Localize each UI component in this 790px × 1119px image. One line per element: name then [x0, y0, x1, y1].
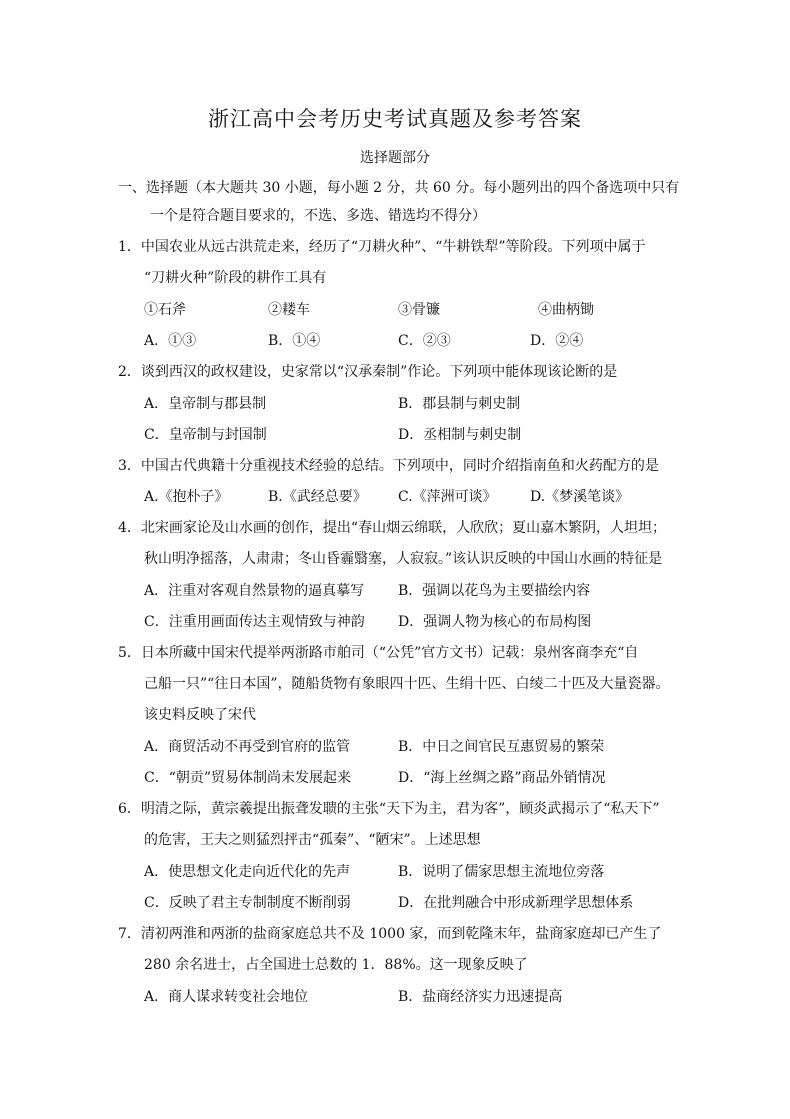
question-1-item-3: ③骨镰 — [398, 302, 440, 318]
question-6-option-c[interactable]: C．反映了君主专制制度不断削弱 — [144, 895, 351, 911]
question-3-option-a[interactable]: A.《抱朴子》 — [144, 489, 229, 505]
question-5-option-a[interactable]: A．商贸活动不再受到官府的监管 — [144, 739, 351, 755]
question-7-option-a[interactable]: A．商人谋求转变社会地位 — [144, 989, 309, 1005]
page-title: 浙江高中会考历史考试真题及参考答案 — [208, 107, 582, 131]
question-2-option-d[interactable]: D．丞相制与刺史制 — [398, 427, 522, 443]
question-7-option-b[interactable]: B．盐商经济实力迅速提高 — [398, 989, 563, 1005]
question-1-option-d[interactable]: D．②④ — [530, 333, 584, 349]
question-1-stem: 1．中国农业从远古洪荒走来，经历了“刀耕火种”、“牛耕铁犁”等阶段。下列项中属于 — [118, 239, 646, 255]
question-4-option-c[interactable]: C．注重用画面传达主观情致与神韵 — [144, 614, 365, 630]
question-4-option-a[interactable]: A．注重对客观自然景物的逼真摹写 — [144, 583, 365, 599]
question-6-stem-cont: 的危害，王夫之则猛烈抨击“孤秦”、“陋宋”。上述思想 — [144, 832, 481, 848]
question-1-option-c[interactable]: C．②③ — [398, 333, 451, 349]
question-3-option-b[interactable]: B.《武经总要》 — [268, 489, 367, 505]
question-5-option-c[interactable]: C．“朝贡”贸易体制尚未发展起来 — [144, 770, 352, 786]
question-7-stem-cont: 280 余名进士，占全国进士总数的 1．88%。这一现象反映了 — [144, 957, 528, 973]
question-5-option-b[interactable]: B．中日之间官民互惠贸易的繁荣 — [398, 739, 605, 755]
question-3-option-d[interactable]: D.《梦溪笔谈》 — [530, 489, 630, 505]
question-3-stem: 3．中国古代典籍十分重视技术经验的总结。下列项中，同时介绍指南鱼和火药配方的是 — [118, 458, 659, 474]
question-5-stem-cont-2: 该史料反映了宋代 — [144, 707, 256, 723]
section-heading-cont: 一个是符合题目要求的，不选、多选、错选均不得分） — [150, 208, 486, 224]
question-2-option-a[interactable]: A．皇帝制与郡县制 — [144, 396, 267, 412]
question-4-stem: 4．北宋画家论及山水画的创作，提出“春山烟云绵联，人欣欣；夏山嘉木繁阴，人坦坦； — [118, 520, 667, 536]
question-5-stem-cont: 己船一只”“往日本国”，随船货物有象眼四十匹、生绢十匹、白绫二十匹及大量瓷器。 — [144, 676, 670, 692]
question-6-stem: 6．明清之际，黄宗羲提出振聋发聩的主张“天下为主，君为客”，顾炎武揭示了“私天下” — [118, 801, 660, 817]
question-1-option-b[interactable]: B．①④ — [268, 333, 321, 349]
question-4-option-b[interactable]: B．强调以花鸟为主要描绘内容 — [398, 583, 591, 599]
question-2-stem: 2．谈到西汉的政权建设，史家常以“汉承秦制”作论。下列项中能体现该论断的是 — [118, 364, 618, 380]
question-4-option-d[interactable]: D．强调人物为核心的布局构图 — [398, 614, 592, 630]
question-4-stem-cont: 秋山明净摇落，人肃肃；冬山昏霾翳塞，人寂寂。”该认识反映的中国山水画的特征是 — [144, 551, 663, 567]
section-subtitle: 选择题部分 — [360, 150, 430, 166]
question-2-option-b[interactable]: B．郡县制与刺史制 — [398, 396, 521, 412]
question-6-option-b[interactable]: B．说明了儒家思想主流地位旁落 — [398, 864, 605, 880]
question-3-option-c[interactable]: C.《萍洲可谈》 — [398, 489, 497, 505]
question-6-option-d[interactable]: D．在批判融合中形成新理学思想体系 — [398, 895, 634, 911]
question-2-option-c[interactable]: C．皇帝制与封国制 — [144, 427, 267, 443]
question-1-stem-cont: “刀耕火种”阶段的耕作工具有 — [144, 270, 327, 286]
question-7-stem: 7．清初两淮和两浙的盐商家庭总共不及 1000 家，而到乾隆末年，盐商家庭却已产生了 — [118, 926, 662, 942]
question-1-item-1: ①石斧 — [144, 302, 186, 318]
question-1-item-2: ②耧车 — [268, 302, 310, 318]
question-5-option-d[interactable]: D．“海上丝绸之路”商品外销情况 — [398, 770, 606, 786]
question-6-option-a[interactable]: A．使思想文化走向近代化的先声 — [144, 864, 351, 880]
question-1-option-a[interactable]: A．①③ — [144, 333, 197, 349]
question-1-item-4: ④曲柄锄 — [538, 302, 594, 318]
section-heading: 一、选择题（本大题共 30 小题，每小题 2 分，共 60 分。每小题列出的四个备选项中只有 — [118, 180, 680, 196]
question-5-stem: 5．日本所藏中国宋代提举两浙路市舶司（“公凭”官方文书）记载：泉州客商李充“自 — [118, 645, 639, 661]
